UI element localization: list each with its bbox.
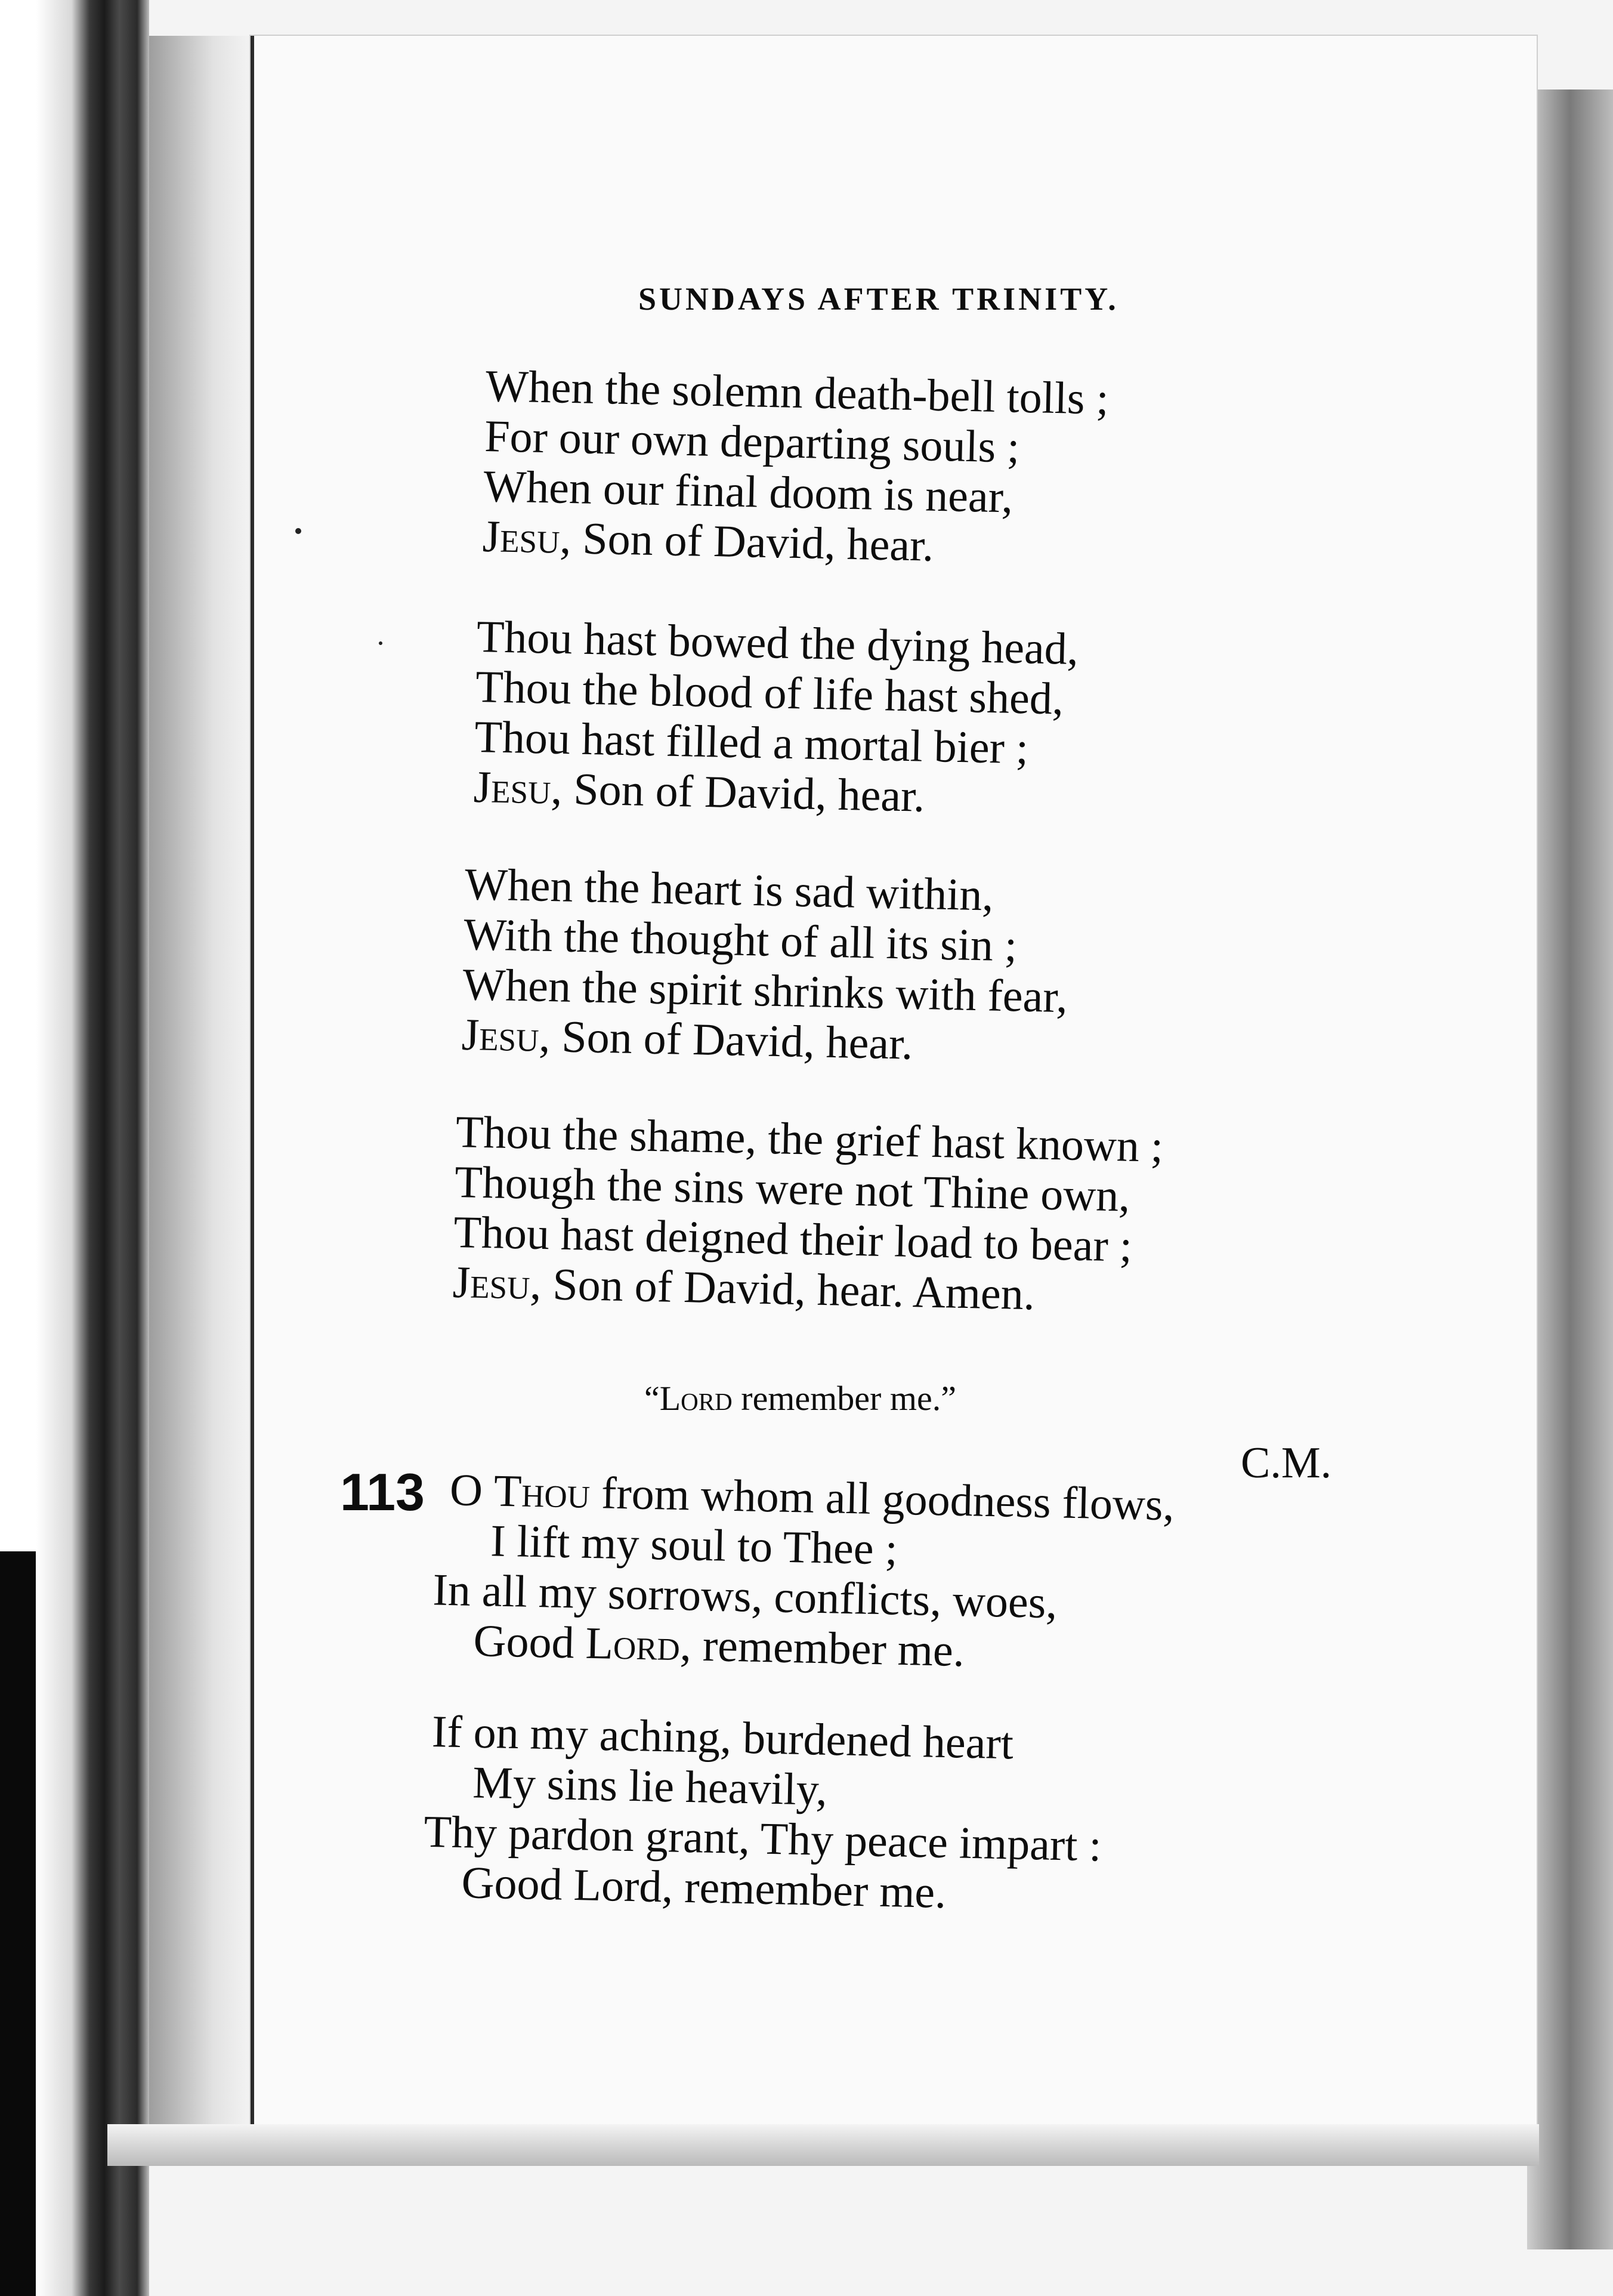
open-quote: “ [644, 1379, 660, 1418]
verse-line: Thou the blood of life hast shed, [475, 661, 1064, 724]
verse-line: Good Lord, remember me. [461, 1857, 947, 1918]
meter-label: C.M. [1241, 1439, 1332, 1488]
verse-line: When the spirit shrinks with fear, [462, 959, 1068, 1023]
verse-line: Thou hast filled a mortal bier ; [474, 711, 1029, 774]
jesu-name: Jesu, [472, 761, 563, 814]
stanza-3 [461, 859, 1070, 1072]
hymn-title [644, 1378, 956, 1418]
scanner-shadow [0, 1551, 36, 2296]
verse-line: Though the sins were not Thine own, [454, 1156, 1131, 1221]
title-text: remember me.” [732, 1379, 956, 1418]
hymn-113-stanza-1 [432, 1465, 1175, 1680]
running-head: SUNDAYS AFTER TRINITY. [638, 281, 1119, 317]
stanza-1 [482, 361, 1110, 575]
jesu-name: Jesu, [452, 1257, 542, 1310]
verse-line: When the solemn death-bell tolls ; [485, 361, 1110, 424]
page-right-edge [1527, 90, 1613, 2249]
verse-line: Thy pardon grant, Thy peace impart : [423, 1806, 1102, 1871]
stanza-2 [473, 612, 1079, 825]
thou-word: Thou [493, 1465, 591, 1518]
refrain-text: Son of David, hear. Amen. [540, 1259, 1036, 1320]
line-text: from whom all goodness flows, [589, 1467, 1175, 1530]
lord-name: Lord [659, 1379, 733, 1418]
hymn-113-stanza-2 [423, 1706, 1104, 1921]
speck [295, 528, 301, 534]
refrain-text: Son of David, hear. [549, 1011, 914, 1069]
verse-line: With the thought of all its sin ; [463, 909, 1018, 971]
o-word: O [449, 1465, 495, 1516]
line-text: , remember me. [679, 1620, 965, 1677]
hymn-number: 113 [340, 1462, 425, 1522]
page-gutter-shadow [149, 36, 257, 2160]
jesu-name: Jesu, [461, 1009, 551, 1062]
speck [379, 641, 382, 645]
refrain-text: Son of David, hear. [570, 513, 935, 571]
verse-line: I lift my soul to Thee ; [490, 1516, 898, 1575]
verse-line: When our final doom is near, [483, 461, 1013, 523]
verse-line: Thou hast deigned their load to bear ; [453, 1206, 1133, 1272]
good-word: Good [472, 1615, 586, 1668]
verse-line: In all my sorrows, conflicts, woes, [432, 1564, 1058, 1628]
verse-line: My sins lie heavily, [472, 1757, 828, 1815]
verse-line: For our own departing souls ; [484, 411, 1021, 473]
verse-line: When the heart is sad within, [464, 859, 994, 921]
jesu-name: Jesu, [481, 511, 572, 564]
verse-line: Thou hast bowed the dying head, [476, 612, 1079, 675]
verse-line: Thou the shame, the grief hast known ; [455, 1107, 1164, 1172]
page-bottom-edge [107, 2124, 1539, 2166]
stanza-4 [452, 1107, 1164, 1322]
refrain-text: Son of David, hear. [561, 764, 926, 822]
lord-name: Lord [585, 1618, 681, 1671]
verse-line: If on my aching, burdened heart [431, 1706, 1014, 1769]
